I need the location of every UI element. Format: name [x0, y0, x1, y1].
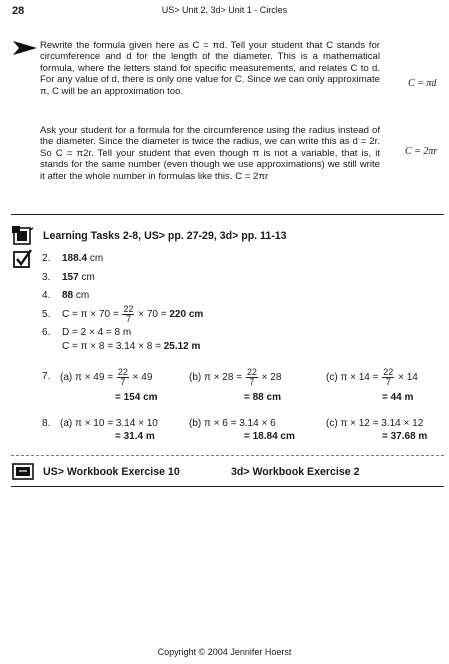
task-number: 5.: [42, 309, 51, 321]
fraction: [246, 368, 258, 387]
workbook-us-label: US> Workbook Exercise 10: [43, 466, 180, 478]
part-label: (b): [189, 418, 202, 429]
task-answer: 157: [62, 272, 79, 283]
task-expression: D = 2 × 4 = 8 m: [62, 327, 132, 338]
task-answer: = 88 cm: [244, 392, 281, 403]
task-expression: C = π × 70 =: [62, 309, 119, 321]
fraction-numerator: 22: [383, 367, 394, 377]
fraction: [122, 305, 134, 324]
margin-formula-radius: C = 2πr: [405, 146, 438, 157]
part-label: (a): [60, 372, 73, 384]
task-number: 2.: [42, 253, 51, 264]
task-number: 4.: [42, 290, 51, 301]
task-8b: [189, 418, 276, 429]
task-expression: π × 28 =: [204, 372, 243, 384]
task-expression: π × 6 = 3.14 × 6: [204, 418, 276, 429]
running-title: US> Unit 2, 3d> Unit 1 - Circles: [161, 5, 288, 15]
workbook-3d-label: 3d> Workbook Exercise 2: [231, 466, 360, 478]
task-7-number: 7.: [42, 371, 51, 382]
learning-tasks-title: Learning Tasks 2-8, US> pp. 27-29, 3d> pp. 11-13: [43, 230, 287, 242]
task-expression: × 14: [398, 372, 418, 384]
task-7a: [60, 368, 152, 387]
task-7b-answer: [244, 392, 281, 403]
checkmark-icon: [13, 249, 33, 269]
task-3: [42, 272, 95, 283]
task-5: [42, 305, 203, 324]
task-7a-answer: [115, 392, 158, 403]
task-answer: 188.4: [62, 253, 88, 264]
arrow-bullet-icon: [12, 40, 38, 56]
part-label: (c): [326, 418, 338, 429]
textbook-icon: [12, 226, 34, 246]
task-answer: = 31.4 m: [115, 431, 155, 442]
task-6: [42, 327, 131, 338]
task-answer: = 154 cm: [115, 392, 158, 403]
task-answer: 88: [62, 290, 74, 301]
task-answer: = 44 m: [382, 392, 414, 403]
task-8a: [60, 418, 158, 429]
task-expression: π × 49 =: [75, 372, 114, 384]
task-8c-answer: [382, 431, 427, 442]
fraction-denominator: 7: [385, 377, 391, 387]
task-answer: 220 cm: [169, 309, 204, 321]
task-6-line-2: [62, 341, 200, 352]
task-number: 6.: [42, 327, 51, 338]
fraction: [117, 368, 129, 387]
fraction-denominator: 7: [120, 377, 126, 387]
task-number: 3.: [42, 272, 51, 283]
fraction: [382, 368, 394, 387]
task-expression: × 49: [132, 372, 153, 384]
part-label: (a): [60, 418, 73, 429]
task-unit: cm: [89, 253, 104, 264]
task-8b-answer: [244, 431, 295, 442]
task-unit: cm: [81, 272, 95, 283]
task-8-number: 8.: [42, 418, 51, 429]
part-label: (b): [189, 372, 202, 384]
task-expression: π × 12 = 3.14 × 12: [340, 418, 424, 429]
intro-paragraph-2: Ask your student for a formula for the circumference using the radius instead of the diameter. Since the diameter is twice the radius, we can write this as d = 2r. So C = π2r. Tell your student that even though π is not a variable, that is, it stands for the same number (even though we use approximations) we still write it after the whole number in formulas like this. C = 2πr: [40, 125, 380, 182]
fraction-denominator: 7: [249, 377, 255, 387]
fraction-numerator: 22: [246, 367, 257, 377]
task-7c: [326, 368, 418, 387]
fraction-denominator: 7: [125, 314, 131, 324]
intro-paragraph-1: Rewrite the formula given here as C = πd. Tell your student that C stands for circumference and d for the length of the diameter. This is a mathematical formula, where the letters stand for specific measurements, and relates C to d. For any value of d, there is only one value for C. Since we can only approximate π, C will be an approximation too.: [40, 40, 380, 97]
task-expression: π × 14 =: [340, 372, 379, 384]
task-8a-answer: [115, 431, 155, 442]
task-4: [42, 290, 89, 301]
task-unit: cm: [75, 290, 90, 301]
part-label: (c): [326, 372, 338, 384]
copyright-footer: Copyright © 2004 Jennifer Hoerst: [157, 647, 292, 657]
task-2: [42, 253, 103, 264]
workbook-icon: [12, 462, 34, 480]
section-divider: [11, 214, 444, 215]
task-7c-answer: [382, 392, 413, 403]
task-answer: = 37.68 m: [382, 431, 428, 442]
task-expression: × 28: [261, 372, 282, 384]
section-divider: [11, 486, 444, 487]
task-expression: C = π × 8 = 3.14 × 8 =: [62, 341, 161, 352]
fraction-numerator: 22: [117, 367, 128, 377]
task-answer: = 18.84 cm: [244, 431, 295, 442]
task-8c: [326, 418, 423, 429]
section-divider: [11, 455, 444, 456]
task-expression: π × 10 = 3.14 × 10: [75, 418, 158, 429]
fraction-numerator: 22: [123, 304, 134, 314]
task-7b: [189, 368, 281, 387]
page-number: 28: [12, 5, 25, 17]
task-expression: × 70 =: [138, 309, 167, 321]
task-answer: 25.12 m: [163, 341, 201, 352]
margin-formula-diameter: C = πd: [408, 78, 437, 89]
